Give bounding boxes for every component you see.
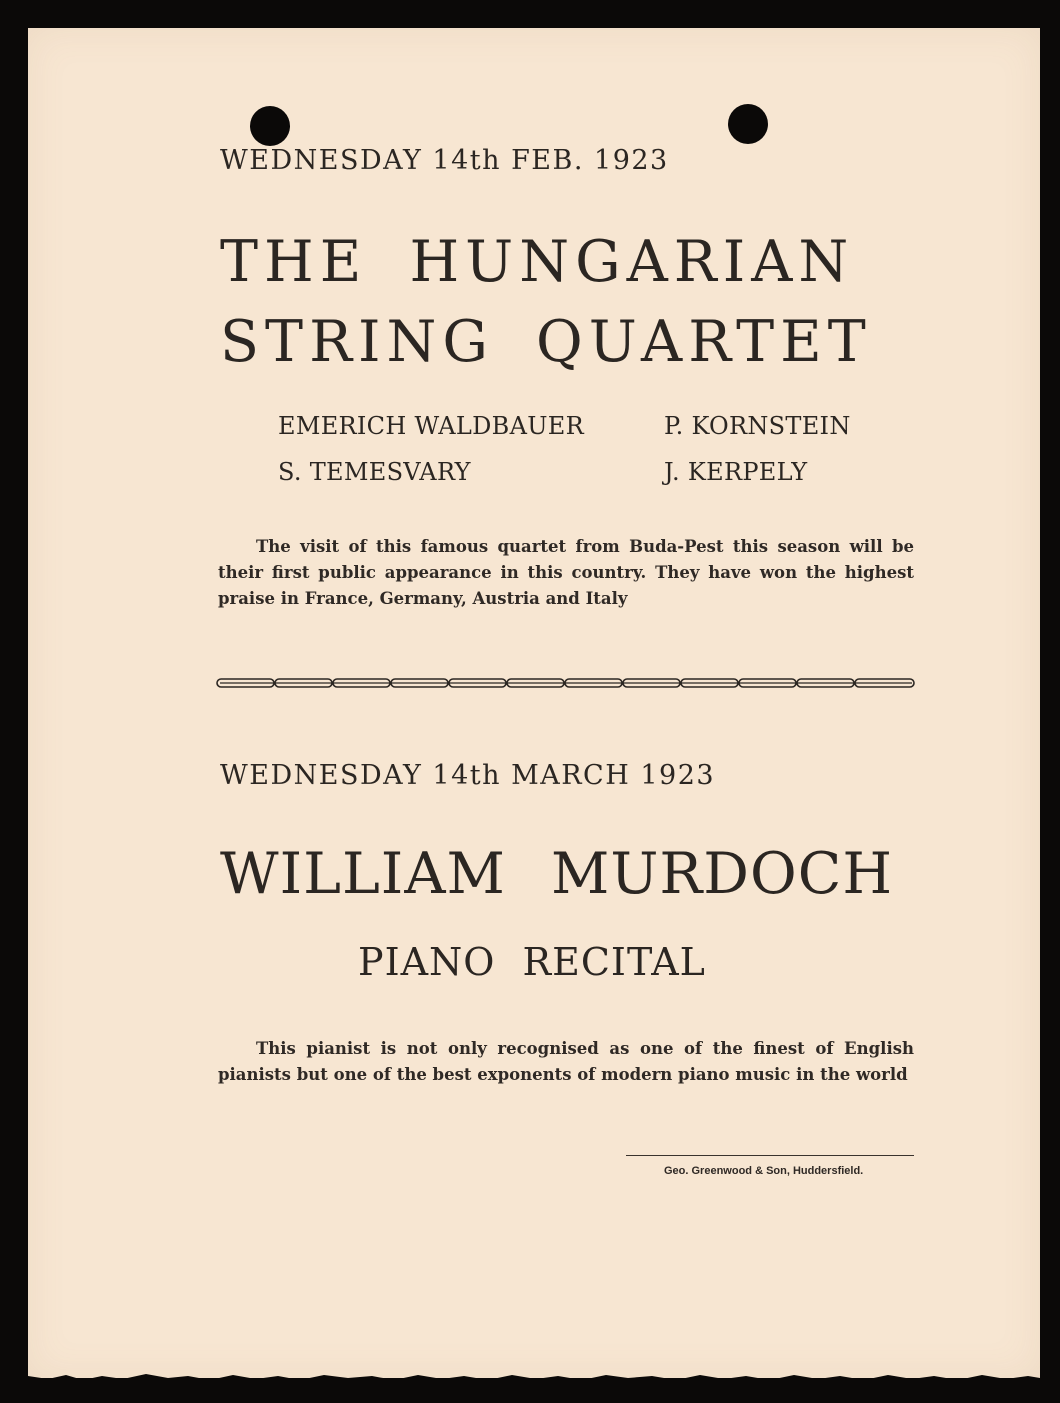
concert-1-title-line-1: THE HUNGARIAN xyxy=(220,229,855,295)
ornamental-divider xyxy=(216,676,916,690)
quartet-member: EMERICH WALDBAUER xyxy=(278,412,584,440)
concert-1-date: WEDNESDAY 14th FEB. 1923 xyxy=(220,145,669,176)
punch-hole-right xyxy=(728,104,768,144)
concert-2-date: WEDNESDAY 14th MARCH 1923 xyxy=(220,760,716,791)
handbill-page xyxy=(28,28,1040,1378)
concert-2-description: This pianist is not only recognised as one of the finest of English pianists but one of the best exponents of modern piano music in the world xyxy=(218,1039,914,1084)
concert-1-description: The visit of this famous quartet from Buda-Pest this season will be their first public appearance in this country. They have won the highest praise in France, Germany, Austria and Italy xyxy=(218,537,914,608)
printer-imprint: Geo. Greenwood & Son, Huddersfield. xyxy=(664,1165,864,1177)
printer-rule xyxy=(626,1155,914,1156)
concert-2-subtitle: PIANO RECITAL xyxy=(358,940,706,984)
quartet-member: P. KORNSTEIN xyxy=(664,412,851,440)
torn-bottom-edge xyxy=(28,1370,1040,1384)
punch-hole-left xyxy=(250,106,290,146)
quartet-member: S. TEMESVARY xyxy=(278,458,471,486)
concert-1-title-line-2: STRING QUARTET xyxy=(220,309,872,375)
concert-2-title: WILLIAM MURDOCH xyxy=(220,841,894,907)
quartet-member: J. KERPELY xyxy=(664,458,808,486)
